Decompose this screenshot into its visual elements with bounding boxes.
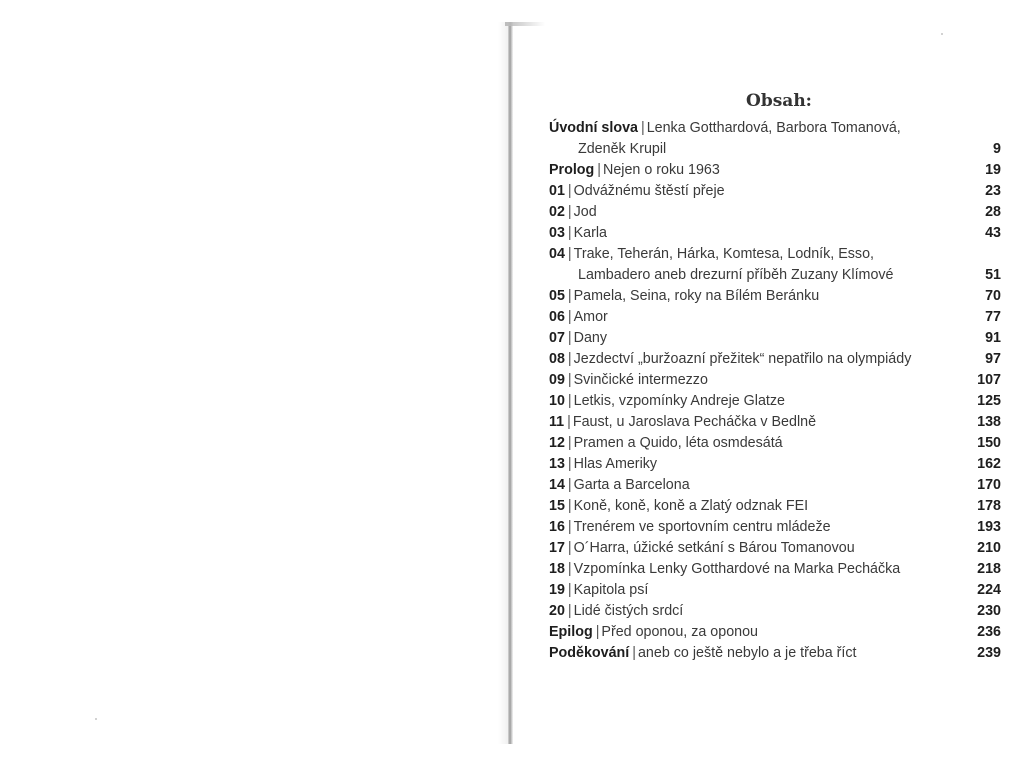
toc-entry-first-line <box>549 118 955 139</box>
toc-entry-label: Úvodní slova <box>549 120 638 136</box>
toc-entry-first-line <box>549 286 955 307</box>
toc-entry <box>549 160 1001 181</box>
toc-entry-separator: | <box>567 561 572 577</box>
book-gutter <box>508 22 513 744</box>
toc-entry-first-line <box>549 307 955 328</box>
toc-entry-text <box>549 517 955 538</box>
toc-entry <box>549 496 1001 517</box>
toc-entry-page-number: 23 <box>985 183 1001 199</box>
toc-entry-text <box>549 370 955 391</box>
toc-entry-page-number: 210 <box>977 540 1001 556</box>
toc-entry-title: Dany <box>573 330 608 346</box>
toc-entry <box>549 643 1001 664</box>
toc-entry-separator: | <box>567 435 572 451</box>
toc-entry <box>549 349 1001 370</box>
toc-title: Obsah: <box>746 91 812 111</box>
toc-entry-separator: | <box>567 183 572 199</box>
toc-entry-page-number: 218 <box>977 561 1001 577</box>
toc-entry-label: 20 <box>549 603 565 619</box>
toc-entry-text <box>549 286 955 307</box>
toc-entry <box>549 223 1001 244</box>
toc-entry-label: 04 <box>549 246 565 262</box>
toc-entry-separator: | <box>567 603 572 619</box>
toc-entry-separator: | <box>567 498 572 514</box>
toc-entry-title: Pramen a Quido, léta osmdesátá <box>573 435 783 451</box>
toc-entry-page-number: 150 <box>977 435 1001 451</box>
toc-entry-text <box>549 349 955 370</box>
toc-entry-separator: | <box>597 162 601 178</box>
toc-entry <box>549 475 1001 496</box>
toc-entry-separator: | <box>632 645 636 661</box>
toc-entry-title: Trake, Teherán, Hárka, Komtesa, Lodník, Esso, <box>573 246 875 262</box>
toc-entry-label: 06 <box>549 309 565 325</box>
toc-entry <box>549 622 1001 643</box>
toc-entry-separator: | <box>567 456 572 472</box>
toc-entry-title: Lidé čistých srdcí <box>573 603 684 619</box>
paper-speck <box>941 33 943 35</box>
toc-entry <box>549 202 1001 223</box>
toc-entry-title: Lambadero aneb drezurní příběh Zuzany Klímové <box>578 267 894 283</box>
toc-entry-label: 09 <box>549 372 565 388</box>
toc-entry-separator: | <box>567 225 572 241</box>
toc-entry-first-line <box>549 538 955 559</box>
toc-entry-first-line <box>549 517 955 538</box>
toc-entry <box>549 181 1001 202</box>
toc-entry-label: 14 <box>549 477 565 493</box>
toc-entry-title: Letkis, vzpomínky Andreje Glatze <box>573 393 785 409</box>
toc-entry-text <box>549 559 955 580</box>
toc-entry-page-number: 19 <box>985 162 1001 178</box>
toc-entry-title: Odvážnému štěstí přeje <box>573 183 725 199</box>
toc-entry <box>549 391 1001 412</box>
toc-entry-label: 08 <box>549 351 565 367</box>
toc-entry-page-number: 70 <box>985 288 1001 304</box>
toc-entry-text <box>549 118 955 160</box>
toc-entry-title: Kapitola psí <box>573 582 649 598</box>
toc-entry-page-number: 91 <box>985 330 1001 346</box>
toc-entry-title: Jod <box>573 204 597 220</box>
toc-entry-title: Karla <box>573 225 608 241</box>
toc-entry-text <box>549 454 955 475</box>
toc-entry-text <box>549 307 955 328</box>
toc-entry-page-number: 239 <box>977 645 1001 661</box>
toc-entry-first-line <box>549 475 955 496</box>
toc-entry-label: 16 <box>549 519 565 535</box>
toc-entry-text <box>549 181 955 202</box>
toc-entry <box>549 454 1001 475</box>
toc-entry <box>549 118 1001 160</box>
toc-entry-title: Lenka Gotthardová, Barbora Tomanová, <box>646 120 901 136</box>
toc-entry-text <box>549 328 955 349</box>
toc-entry-text <box>549 538 955 559</box>
toc-entry-label: 03 <box>549 225 565 241</box>
toc-entry-text <box>549 223 955 244</box>
toc-entry-label: 02 <box>549 204 565 220</box>
toc-entry-page-number: 138 <box>977 414 1001 430</box>
toc-entry-text <box>549 244 955 286</box>
toc-entry-separator: | <box>567 519 572 535</box>
toc-entry-page-number: 97 <box>985 351 1001 367</box>
toc-entry-text <box>549 580 955 601</box>
toc-entry-first-line <box>549 601 955 622</box>
toc-entry-label: 13 <box>549 456 565 472</box>
toc-entry-first-line <box>549 643 955 664</box>
toc-entry-text <box>549 622 955 643</box>
toc-entry-label: 05 <box>549 288 565 304</box>
toc-entry <box>549 307 1001 328</box>
toc-entry-first-line <box>549 559 955 580</box>
toc-entry <box>549 538 1001 559</box>
toc-entry-page-number: 178 <box>977 498 1001 514</box>
toc-entry-page-number: 230 <box>977 603 1001 619</box>
toc-entry-separator: | <box>567 372 572 388</box>
toc-entry-page-number: 43 <box>985 225 1001 241</box>
toc-entry <box>549 517 1001 538</box>
toc-entry-separator: | <box>567 288 572 304</box>
toc-entry <box>549 286 1001 307</box>
toc-entry-label: 10 <box>549 393 565 409</box>
toc-entry <box>549 244 1001 286</box>
toc-entry-text <box>549 391 955 412</box>
toc-entry-page-number: 107 <box>977 372 1001 388</box>
toc-entry-text <box>549 643 955 664</box>
toc-entry-page-number: 51 <box>985 267 1001 283</box>
toc-entry <box>549 580 1001 601</box>
toc-entry-first-line <box>549 412 955 433</box>
toc-entry-continuation-line <box>549 265 955 286</box>
toc-entry <box>549 601 1001 622</box>
toc-entry <box>549 412 1001 433</box>
toc-entry-separator: | <box>567 477 572 493</box>
toc-entry-page-number: 170 <box>977 477 1001 493</box>
toc-entry-text <box>549 496 955 517</box>
toc-entry-text <box>549 433 955 454</box>
toc-entry-text <box>549 202 955 223</box>
toc-entry-first-line <box>549 244 955 265</box>
toc-entry-continuation-line <box>549 139 955 160</box>
toc-entry-first-line <box>549 349 955 370</box>
paper-speck <box>95 718 97 720</box>
toc-entry-separator: | <box>567 330 572 346</box>
toc-entry-page-number: 162 <box>977 456 1001 472</box>
toc-entry-text <box>549 601 955 622</box>
toc-entry-first-line <box>549 580 955 601</box>
toc-entry-title: Zdeněk Krupil <box>578 141 667 157</box>
page-top-fold <box>505 22 545 26</box>
toc-entry-first-line <box>549 391 955 412</box>
toc-entry-label: Epilog <box>549 624 593 640</box>
toc-entry-title: Vzpomínka Lenky Gotthardové na Marka Pecháčka <box>573 561 901 577</box>
toc-entry-first-line <box>549 223 955 244</box>
toc-entry-title: Nejen o roku 1963 <box>603 162 720 178</box>
toc-entry-label: 19 <box>549 582 565 598</box>
toc-entry-label: 12 <box>549 435 565 451</box>
toc-entry-label: 15 <box>549 498 565 514</box>
table-of-contents <box>549 90 1001 664</box>
toc-entry <box>549 328 1001 349</box>
toc-entry-first-line <box>549 328 955 349</box>
toc-entry-separator: | <box>567 309 572 325</box>
toc-entry-page-number: 236 <box>977 624 1001 640</box>
toc-entry-page-number: 193 <box>977 519 1001 535</box>
toc-entry-label: 17 <box>549 540 565 556</box>
toc-entry-separator: | <box>567 540 572 556</box>
toc-entry <box>549 559 1001 580</box>
toc-entry <box>549 370 1001 391</box>
toc-entry-title: Koně, koně, koně a Zlatý odznak FEI <box>573 498 809 514</box>
toc-entry-first-line <box>549 622 955 643</box>
toc-entry-label: 11 <box>549 414 565 430</box>
toc-entry-first-line <box>549 496 955 517</box>
toc-entry-first-line <box>549 160 955 181</box>
toc-entry-title: Jezdectví „buržoazní přežitek“ nepatřilo na olympiády <box>573 351 912 367</box>
toc-entry-text <box>549 475 955 496</box>
toc-entry-title: Svinčické intermezzo <box>573 372 708 388</box>
toc-entry-separator: | <box>567 351 572 367</box>
toc-entry-first-line <box>549 454 955 475</box>
toc-entry-separator: | <box>567 393 572 409</box>
toc-entry-separator: | <box>567 204 572 220</box>
toc-entry-title: Faust, u Jaroslava Pecháčka v Bedlně <box>572 414 817 430</box>
toc-entry-first-line <box>549 181 955 202</box>
toc-entry-separator: | <box>595 624 600 640</box>
toc-entry-title: Garta a Barcelona <box>573 477 690 493</box>
toc-entry-label: Poděkování <box>549 645 630 661</box>
toc-entry-title: Trenérem ve sportovním centru mládeže <box>573 519 831 535</box>
toc-entry <box>549 433 1001 454</box>
toc-entry-first-line <box>549 370 955 391</box>
toc-entry-label: 01 <box>549 183 565 199</box>
toc-entry-title: Amor <box>573 309 608 325</box>
toc-entry-title: O´Harra, úžické setkání s Bárou Tomanovou <box>573 540 855 556</box>
toc-entry-page-number: 125 <box>977 393 1001 409</box>
toc-entry-first-line <box>549 202 955 223</box>
toc-entry-page-number: 77 <box>985 309 1001 325</box>
toc-entry-text <box>549 412 955 433</box>
toc-entry-label: 07 <box>549 330 565 346</box>
toc-entry-first-line <box>549 433 955 454</box>
toc-entry-text <box>549 160 955 181</box>
toc-entry-title: Hlas Ameriky <box>573 456 658 472</box>
toc-entry-label: Prolog <box>549 162 595 178</box>
toc-entry-title: Před oponou, za oponou <box>601 624 759 640</box>
toc-list <box>549 118 1001 664</box>
toc-entry-page-number: 28 <box>985 204 1001 220</box>
gutter-shadow <box>498 22 508 744</box>
toc-entry-separator: | <box>567 246 572 262</box>
toc-entry-title: aneb co ještě nebylo a je třeba říct <box>637 645 857 661</box>
toc-entry-separator: | <box>567 414 571 430</box>
toc-entry-label: 18 <box>549 561 565 577</box>
toc-entry-page-number: 224 <box>977 582 1001 598</box>
toc-entry-page-number: 9 <box>993 141 1001 157</box>
toc-entry-title: Pamela, Seina, roky na Bílém Beránku <box>573 288 820 304</box>
toc-entry-separator: | <box>640 120 645 136</box>
toc-entry-separator: | <box>567 582 572 598</box>
